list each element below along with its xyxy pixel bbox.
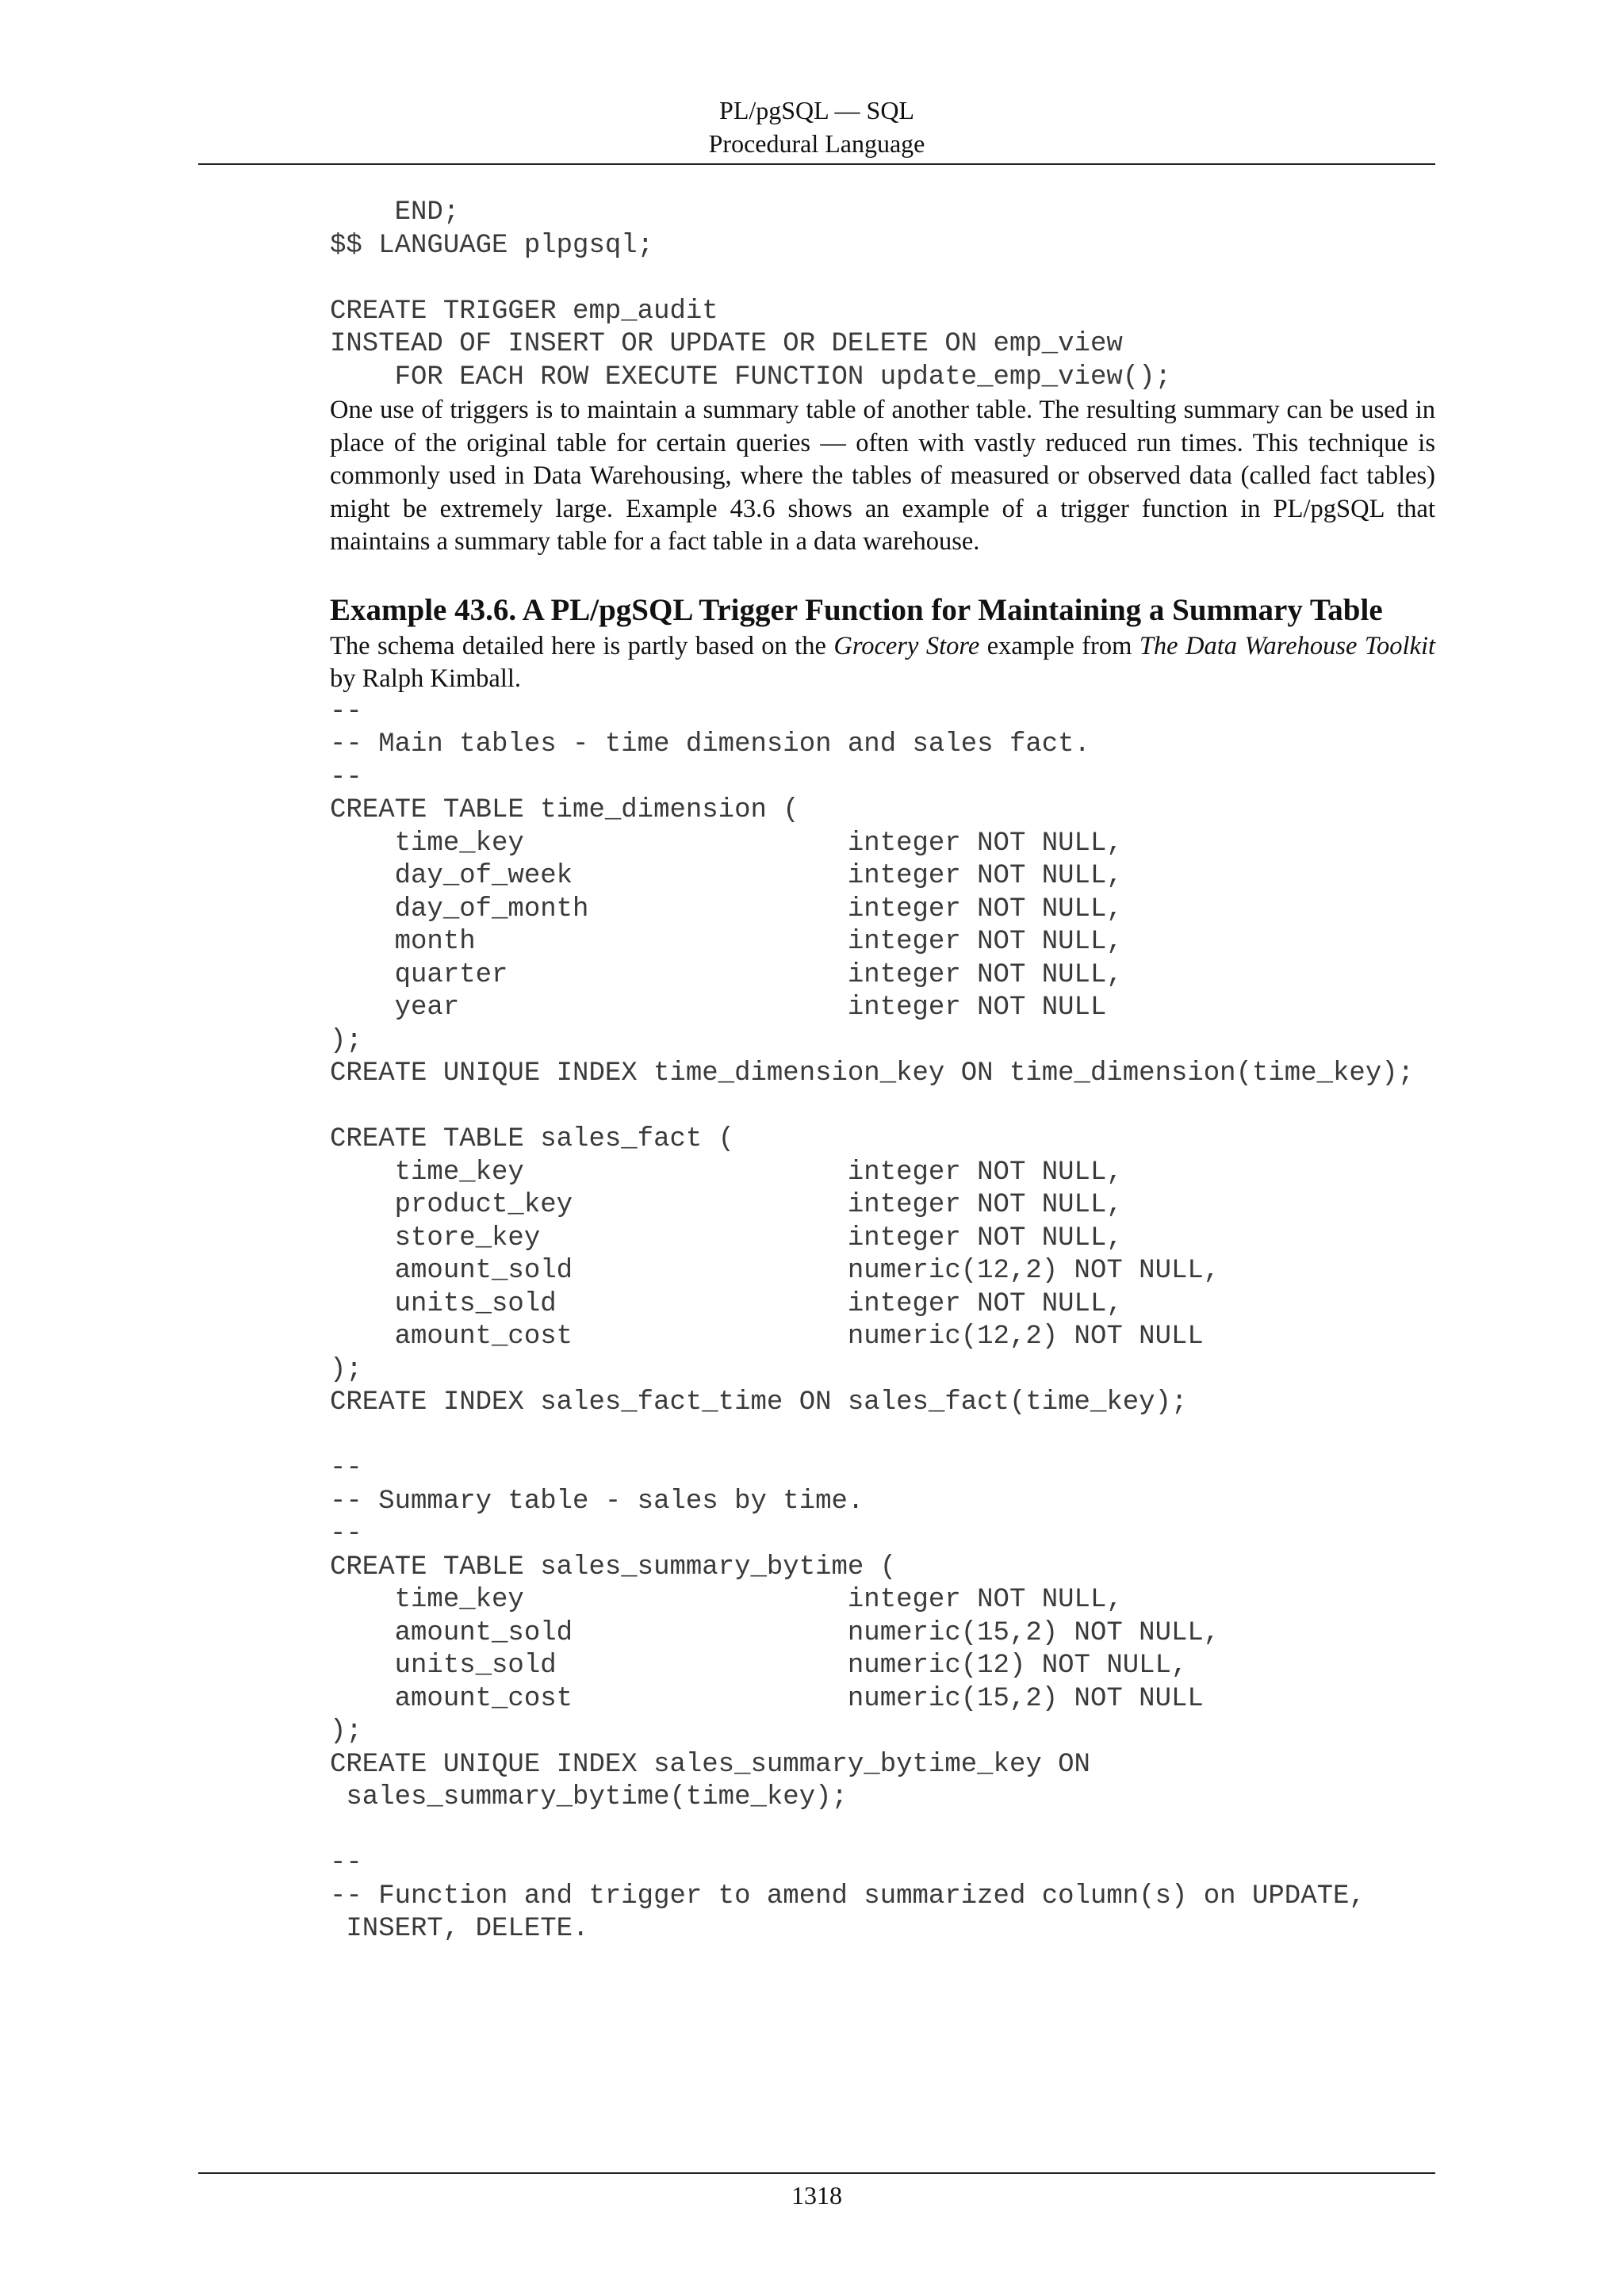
code-line: day_of_week integer NOT NULL, bbox=[330, 861, 1123, 891]
code-line: CREATE TABLE time_dimension ( bbox=[330, 795, 799, 825]
page-header bbox=[198, 94, 1435, 160]
code-line: amount_sold numeric(12,2) NOT NULL, bbox=[330, 1256, 1220, 1286]
schema-description-paragraph bbox=[330, 630, 1435, 696]
code-line: ); bbox=[330, 1354, 362, 1385]
code-line: INSTEAD OF INSERT OR UPDATE OR DELETE ON emp_view bbox=[330, 329, 1123, 359]
code-line: product_key integer NOT NULL, bbox=[330, 1190, 1123, 1220]
code-line: -- Function and trigger to amend summarized column(s) on UPDATE, bbox=[330, 1881, 1365, 1911]
code-line: -- bbox=[330, 696, 362, 727]
code-line: time_key integer NOT NULL, bbox=[330, 1157, 1123, 1188]
code-line: CREATE UNIQUE INDEX time_dimension_key ON time_dimension(time_key); bbox=[330, 1058, 1415, 1089]
header-subtitle: Procedural Language bbox=[708, 129, 925, 158]
code-line: ); bbox=[330, 1716, 362, 1747]
code-line: units_sold numeric(12) NOT NULL, bbox=[330, 1651, 1188, 1681]
code-line bbox=[330, 1420, 1435, 1453]
header-divider bbox=[198, 163, 1435, 165]
code-line bbox=[330, 262, 1435, 296]
code-line: INSERT, DELETE. bbox=[330, 1914, 589, 1944]
code-line: CREATE INDEX sales_fact_time ON sales_fact(time_key); bbox=[330, 1387, 1188, 1418]
code-line: -- bbox=[330, 1519, 362, 1549]
code-line: END; bbox=[330, 197, 460, 228]
code-line: year integer NOT NULL bbox=[330, 993, 1107, 1023]
code-line: -- bbox=[330, 1848, 362, 1878]
footer-divider bbox=[198, 2172, 1435, 2174]
code-line: time_key integer NOT NULL, bbox=[330, 828, 1123, 859]
header-title: PL/pgSQL — SQL bbox=[719, 96, 914, 124]
code-line: CREATE TABLE sales_fact ( bbox=[330, 1124, 735, 1154]
code-line: CREATE UNIQUE INDEX sales_summary_bytime_key ON bbox=[330, 1749, 1090, 1780]
page-number: 1318 bbox=[791, 2181, 842, 2210]
text-segment: The schema detailed here is partly based on the bbox=[330, 631, 834, 660]
code-line: time_key integer NOT NULL, bbox=[330, 1585, 1123, 1615]
summary-table-paragraph: One use of triggers is to maintain a summary table of another table. The resulting summary can be used in place of the original table for certain queries — often with vastly reduced run times. This technique is commonly used in Data Warehousing, where the tables of measured or observed data (called fact tables) might be extremely large. Example 43.6 shows an example of a trigger function in PL/pgSQL that maintains a summary table for a fact table in a data warehouse. bbox=[330, 396, 1435, 556]
example-title: Example 43.6. A PL/pgSQL Trigger Function for Maintaining a Summary Table bbox=[330, 592, 1383, 627]
code-line: quarter integer NOT NULL, bbox=[330, 959, 1123, 990]
code-line bbox=[330, 1815, 1435, 1848]
code-line: CREATE TABLE sales_summary_bytime ( bbox=[330, 1552, 897, 1582]
code-block-schema bbox=[330, 696, 1435, 1946]
code-line bbox=[330, 1091, 1435, 1124]
code-line: sales_summary_bytime(time_key); bbox=[330, 1782, 848, 1812]
code-block-trigger bbox=[330, 197, 1435, 394]
code-line: amount_sold numeric(15,2) NOT NULL, bbox=[330, 1617, 1220, 1648]
code-line: store_key integer NOT NULL, bbox=[330, 1223, 1123, 1253]
code-line: -- bbox=[330, 1453, 362, 1483]
text-segment: example from bbox=[979, 631, 1139, 660]
code-line: $$ LANGUAGE plpgsql; bbox=[330, 230, 654, 261]
code-line: month integer NOT NULL, bbox=[330, 927, 1123, 957]
code-line: amount_cost numeric(12,2) NOT NULL bbox=[330, 1322, 1204, 1352]
code-line: -- Summary table - sales by time. bbox=[330, 1486, 864, 1517]
code-line: FOR EACH ROW EXECUTE FUNCTION update_emp_view(); bbox=[330, 362, 1171, 392]
code-line: -- Main tables - time dimension and sales fact. bbox=[330, 729, 1090, 760]
italic-grocery-store: Grocery Store bbox=[833, 631, 980, 660]
code-line: day_of_month integer NOT NULL, bbox=[330, 894, 1123, 924]
code-line: amount_cost numeric(15,2) NOT NULL bbox=[330, 1683, 1204, 1714]
code-line: CREATE TRIGGER emp_audit bbox=[330, 296, 718, 327]
code-line: ); bbox=[330, 1025, 362, 1056]
italic-book-title: The Data Warehouse Toolkit bbox=[1139, 631, 1436, 660]
code-line: -- bbox=[330, 762, 362, 793]
code-line: units_sold integer NOT NULL, bbox=[330, 1288, 1123, 1319]
text-segment: by Ralph Kimball. bbox=[330, 664, 522, 693]
page-content bbox=[330, 197, 1435, 1946]
